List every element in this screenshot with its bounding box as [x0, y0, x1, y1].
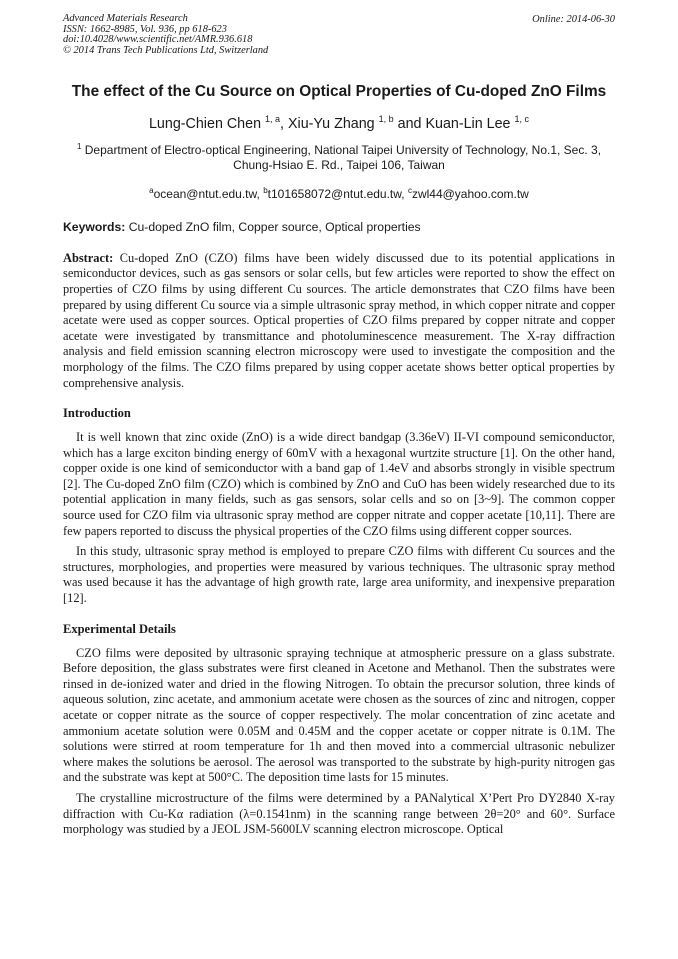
author-list: [63, 114, 615, 132]
section-heading-experimental: Experimental Details: [63, 621, 176, 636]
email-link[interactable]: t101658072@ntut.edu.tw,: [267, 186, 408, 201]
author-affiliation-mark: 1, c: [514, 114, 530, 124]
paper-page: [63, 14, 615, 838]
journal-name: Advanced Materials Research: [63, 13, 188, 24]
email-mark: a: [149, 185, 154, 195]
paragraph: The crystalline microstructure of the films were determined by a PANalytical X’Pert Pro DY2840 X-ray diffraction with Cu-Kα radiation (λ=0.1541nm) in the scanning range between 2θ=20° and 60°. Surface morphology was studied by a JEOL JSM-5600LV scanning electron microscope. Optical: [63, 790, 615, 837]
online-date: Online: 2014-06-30: [532, 14, 615, 25]
author-affiliation-mark: 1, b: [378, 114, 394, 124]
email-mark: c: [407, 185, 412, 195]
paragraph: In this study, ultrasonic spray method is employed to prepare CZO films with different Cu sources and the structures, morphologies, and properties were measured by various techniques. The ultrasonic spray method was used because it has the advantage of high growth rate, large area uniformity, and inexpensive preparation [12].: [63, 544, 615, 606]
email-mark: b: [263, 185, 268, 195]
abstract-text: Cu-doped ZnO (CZO) films have been widely discussed due to its potential applications in semiconductor devices, such as gas sensors or solar cells, but few articles were reported to show the effect on properties of CZO films by using different Cu sources. The article demonstrates that CZO films have been prepared by using different Cu source via a simple ultrasonic spray method, in which copper nitrate and copper acetate were used as copper sources. Optical properties of CZO films prepared by copper nitrate and copper acetate were investigated by transmittance and photoluminescence measurement. The X-ray diffraction analysis and field emission scanning electron microscopy were used to investigate the composition and the morphology of the films. The CZO films prepared by using copper acetate shows better optical properties by comprehensive analysis.: [63, 250, 615, 390]
journal-info: [63, 14, 268, 56]
author-separator: and: [393, 115, 426, 132]
author-name: Lung-Chien Chen: [148, 115, 262, 132]
author-name: Xiu-Yu Zhang: [288, 115, 375, 132]
journal-issn: ISSN: 1662-8985, Vol. 936, pp 618-623: [63, 23, 227, 35]
keywords: [63, 220, 615, 234]
section-heading-introduction: Introduction: [63, 406, 131, 421]
email-list: [63, 186, 615, 201]
keywords-text: Cu-doped ZnO film, Copper source, Optical properties: [125, 219, 421, 234]
paper-title: The effect of the Cu Source on Optical Properties of Cu-doped ZnO Films: [71, 83, 607, 100]
paragraph: It is well known that zinc oxide (ZnO) is a wide direct bandgap (3.36eV) II-VI compound semiconductor, which has a large exciton binding energy of 60mV with a hexagonal wurtzite structure [1]. On the other hand, copper oxide is one kind of semiconductor with a band gap of 1.4eV and absorbs strongly in visible spectrum [2]. The Cu-doped ZnO film (CZO) which is combined by ZnO and CuO has been widely researched due to its potential application in many fields, such as gas sensors, solar cells and so on [3~9]. The common copper source used for CZO film via ultrasonic spray method are copper nitrate and copper acetate [10,11]. There are few papers reported to discuss the physical properties of the CZO films using different copper sources.: [63, 430, 615, 538]
affiliation-text: Department of Electro-optical Engineering, National Taipei University of Technology, No.1, Sec. 3, Chung-Hsiao E. Rd., Taipei 106, Taiwan: [84, 142, 602, 172]
author-separator: ,: [280, 115, 288, 132]
affiliation-mark: 1: [76, 141, 82, 151]
email-link[interactable]: ocean@ntut.edu.tw,: [153, 186, 264, 201]
paragraph: CZO films were deposited by ultrasonic spraying technique at atmospheric pressure on a glass substrate. Before deposition, the glass substrates were first cleaned in Acetone and Methanol. Then the substrates were rinsed in de-ionized water and dried in the flowing Nitrogen. To obtain the precursor solution, three kinds of aqueous solution, zinc acetate, and ammonium acetate were chosen as the sources of zinc and nitrogen, copper acetate or copper nitrate as the source of copper respectively. The molar concentration of zinc acetate and ammonium acetate solution were 0.05M and 0.45M and the copper acetate or copper nitrate is 0.1M. The solutions were stirred at room temperature for 1h and then moved into a commercial ultrasonic nebulizer where makes the solutions be aerosol. The aerosol was transported to the substrate by high-purity nitrogen gas and the substrate was kept at 500°C. The deposition time lasts for 15 minutes.: [63, 645, 615, 785]
journal-copyright: © 2014 Trans Tech Publications Ltd, Switzerland: [63, 44, 269, 56]
keywords-label: Keywords:: [63, 219, 126, 234]
journal-doi: doi:10.4028/www.scientific.net/AMR.936.618: [63, 34, 253, 46]
author-name: Kuan-Lin Lee: [425, 115, 511, 132]
author-affiliation-mark: 1, a: [265, 114, 281, 124]
affiliation: [63, 139, 615, 173]
abstract: [63, 251, 615, 391]
journal-header: [63, 14, 615, 64]
abstract-label: Abstract:: [63, 250, 114, 265]
email-link[interactable]: zwl44@yahoo.com.tw: [411, 186, 529, 201]
